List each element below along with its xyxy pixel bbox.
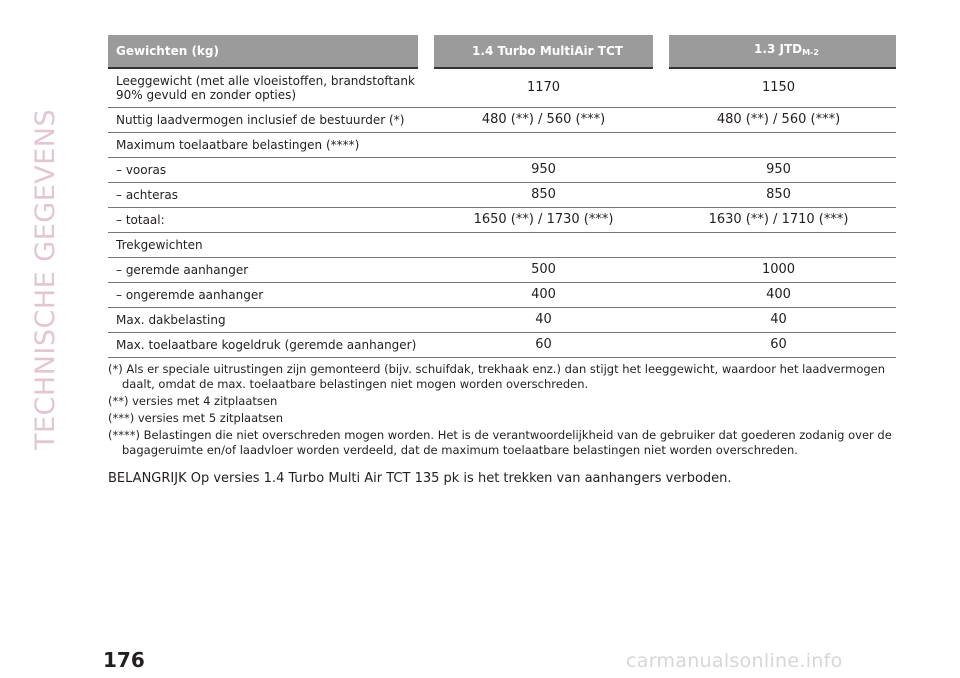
table-row bbox=[108, 208, 896, 233]
table-row bbox=[108, 133, 896, 158]
row-value-petrol: 1170 bbox=[426, 68, 661, 108]
row-value-diesel: 1000 bbox=[661, 258, 896, 283]
footnotes bbox=[108, 362, 898, 460]
row-value-diesel bbox=[661, 133, 896, 158]
row-value-petrol: 850 bbox=[426, 183, 661, 208]
watermark-text: carmanualsonline.info bbox=[626, 650, 843, 672]
row-value-petrol: 400 bbox=[426, 283, 661, 308]
table-row bbox=[108, 258, 896, 283]
footnote: (****) Belastingen die niet overschreden mogen worden. Het is de verantwoordelijkheid van de gebruiker dat goederen zodanig over de bagageruimte en/of laadvloer worden verdeeld, dat de maximum toelaatbare belastingen niet worden overschreden. bbox=[108, 428, 892, 457]
footnote: (*) Als er speciale uitrustingen zijn gemonteerd (bijv. schuifdak, trekhaak enz.) dan stijgt het leeggewicht, waardoor het laadvermogen daalt, omdat de max. toelaatbare belastingen niet mogen worden overschreden. bbox=[108, 362, 886, 391]
row-value-petrol: 950 bbox=[426, 158, 661, 183]
header-weights: Gewichten (kg) bbox=[108, 35, 426, 68]
row-label: – totaal: bbox=[108, 208, 426, 233]
table-row bbox=[108, 68, 896, 108]
footnote: (***) versies met 5 zitplaatsen bbox=[108, 411, 284, 425]
header-engine-diesel-sub: M-2 bbox=[802, 48, 819, 57]
row-value-petrol: 60 bbox=[426, 333, 661, 358]
table-row bbox=[108, 333, 896, 358]
page-number: 176 bbox=[103, 648, 145, 672]
row-value-diesel: 950 bbox=[661, 158, 896, 183]
table-header-row bbox=[108, 35, 896, 68]
section-title-vertical: TECHNISCHE GEGEVENS bbox=[30, 108, 61, 450]
row-value-petrol bbox=[426, 133, 661, 158]
row-label: Leeggewicht (met alle vloeistoffen, brandstoftank 90% gevuld en zonder opties) bbox=[108, 68, 426, 108]
header-engine-petrol: 1.4 Turbo MultiAir TCT bbox=[426, 35, 661, 68]
row-label: – ongeremde aanhanger bbox=[108, 283, 426, 308]
row-label: Max. toelaatbare kogeldruk (geremde aanhanger) bbox=[108, 333, 426, 358]
row-value-diesel: 60 bbox=[661, 333, 896, 358]
row-label: – vooras bbox=[108, 158, 426, 183]
header-engine-diesel bbox=[661, 35, 896, 68]
table-row bbox=[108, 158, 896, 183]
row-value-diesel: 480 (**) / 560 (***) bbox=[661, 108, 896, 133]
table-row bbox=[108, 308, 896, 333]
header-engine-diesel-main: 1.3 JTD bbox=[754, 42, 803, 56]
row-value-petrol: 40 bbox=[426, 308, 661, 333]
row-value-petrol: 480 (**) / 560 (***) bbox=[426, 108, 661, 133]
table-row bbox=[108, 233, 896, 258]
row-value-diesel: 40 bbox=[661, 308, 896, 333]
footnote: (**) versies met 4 zitplaatsen bbox=[108, 394, 278, 408]
row-label: – achteras bbox=[108, 183, 426, 208]
row-value-petrol: 500 bbox=[426, 258, 661, 283]
row-value-diesel: 400 bbox=[661, 283, 896, 308]
row-value-petrol bbox=[426, 233, 661, 258]
row-label: Trekgewichten bbox=[108, 233, 426, 258]
row-value-petrol: 1650 (**) / 1730 (***) bbox=[426, 208, 661, 233]
row-label: Max. dakbelasting bbox=[108, 308, 426, 333]
table-row bbox=[108, 183, 896, 208]
row-value-diesel bbox=[661, 233, 896, 258]
row-label: Maximum toelaatbare belastingen (****) bbox=[108, 133, 426, 158]
row-value-diesel: 1630 (**) / 1710 (***) bbox=[661, 208, 896, 233]
weights-table bbox=[108, 35, 896, 358]
row-label: – geremde aanhanger bbox=[108, 258, 426, 283]
important-note: BELANGRIJK Op versies 1.4 Turbo Multi Air TCT 135 pk is het trekken van aanhangers verboden. bbox=[108, 471, 732, 486]
row-value-diesel: 850 bbox=[661, 183, 896, 208]
table-row bbox=[108, 108, 896, 133]
row-value-diesel: 1150 bbox=[661, 68, 896, 108]
table-row bbox=[108, 283, 896, 308]
row-label: Nuttig laadvermogen inclusief de bestuurder (*) bbox=[108, 108, 426, 133]
